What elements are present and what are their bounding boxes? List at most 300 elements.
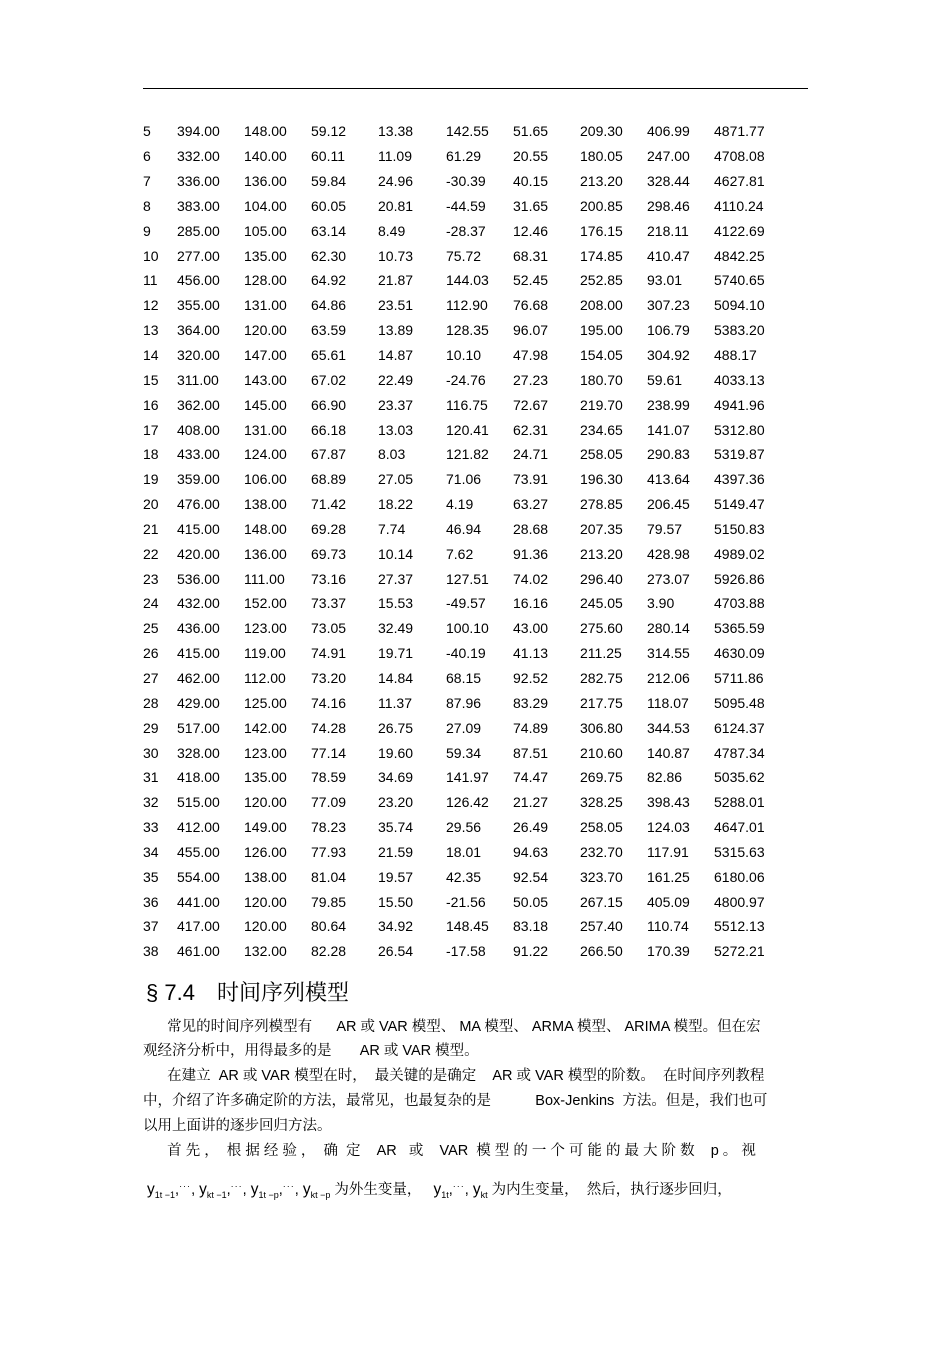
table-cell: 76.68 [513, 297, 549, 314]
table-cell: 66.90 [311, 396, 347, 413]
table-cell: 332.00 [177, 148, 220, 165]
table-cell: 124.00 [244, 446, 287, 463]
table-cell: 307.23 [647, 297, 690, 314]
table-cell: 21.59 [378, 843, 414, 860]
table-cell: 60.11 [311, 148, 345, 165]
table-cell: 277.00 [177, 247, 220, 264]
table-row [143, 343, 784, 368]
row-index-cell: 13 [143, 322, 159, 339]
table-cell: 5319.87 [714, 446, 765, 463]
table-cell: 554.00 [177, 868, 220, 885]
table-cell: 43.00 [513, 620, 549, 637]
table-cell: 110.74 [647, 918, 689, 935]
table-cell: 149.00 [244, 819, 287, 836]
row-index-cell: 32 [143, 794, 159, 811]
table-cell: 118.07 [647, 694, 689, 711]
table-cell: 128.35 [446, 322, 489, 339]
table-cell: 34.69 [378, 769, 414, 786]
table-cell: 106.00 [244, 471, 287, 488]
table-cell: 5711.86 [714, 669, 764, 686]
paragraph-line-2: 观经济分析中，用得最多的是 AR 或 VAR 模型。 [143, 1043, 479, 1059]
table-cell: 5383.20 [714, 322, 765, 339]
table-cell: 68.15 [446, 669, 482, 686]
row-index-cell: 27 [143, 669, 159, 686]
table-cell: 5512.13 [714, 918, 765, 935]
formula-var: y [199, 1181, 207, 1198]
table-cell: 120.41 [446, 421, 489, 438]
table-cell: 77.93 [311, 843, 347, 860]
formula-dots: ··· [230, 1181, 243, 1191]
table-cell: 83.18 [513, 918, 549, 935]
table-cell: 96.07 [513, 322, 549, 339]
table-cell: 210.60 [580, 744, 623, 761]
table-cell: 298.46 [647, 197, 690, 214]
table-cell: 52.45 [513, 272, 549, 289]
table-cell: 3.90 [647, 595, 675, 612]
table-cell: 27.05 [378, 471, 414, 488]
formula-dots: ··· [179, 1181, 192, 1191]
table-cell: 40.15 [513, 173, 549, 190]
table-cell: 141.97 [446, 769, 489, 786]
table-cell: 273.07 [647, 570, 690, 587]
table-cell: 180.70 [580, 371, 623, 388]
table-cell: 306.80 [580, 719, 623, 736]
paragraph-line-5: 以用上面讲的逐步回归方法。 [143, 1118, 332, 1134]
table-row [143, 939, 784, 964]
table-cell: -24.76 [446, 371, 486, 388]
row-index-cell: 9 [143, 222, 151, 239]
paragraph-line-1: 常见的时间序列模型有 AR 或 VAR 模型、 MA 模型、 ARMA 模型、 ARIMA 模型。但在宏 [143, 1019, 761, 1035]
formula-text: 为外生变量， [330, 1182, 434, 1198]
row-index-cell: 28 [143, 694, 159, 711]
table-cell: 136.00 [244, 173, 287, 190]
table-row [143, 218, 784, 243]
table-cell: 79.85 [311, 893, 347, 910]
table-cell: 71.06 [446, 471, 482, 488]
table-cell: 456.00 [177, 272, 220, 289]
table-cell: 21.87 [378, 272, 414, 289]
table-cell: 126.42 [446, 794, 489, 811]
table-cell: 413.64 [647, 471, 690, 488]
table-cell: 74.16 [311, 694, 347, 711]
table-row [143, 169, 784, 194]
table-cell: 417.00 [177, 918, 220, 935]
formula-dots: ··· [452, 1181, 465, 1191]
table-cell: 41.13 [513, 645, 549, 662]
table-cell: 91.22 [513, 943, 549, 960]
table-cell: -49.57 [446, 595, 486, 612]
table-cell: 93.01 [647, 272, 683, 289]
table-cell: 24.71 [513, 446, 549, 463]
table-cell: 32.49 [378, 620, 414, 637]
table-cell: 213.20 [580, 545, 623, 562]
formula-var: y [302, 1181, 311, 1198]
table-cell: 82.28 [311, 943, 347, 960]
table-row [143, 442, 784, 467]
table-cell: 394.00 [177, 123, 220, 140]
table-cell: -44.59 [446, 197, 486, 214]
table-cell: 123.00 [244, 620, 287, 637]
table-cell: 80.64 [311, 918, 347, 935]
formula-text: 为内生变量， 然后，执行逐步回归， [487, 1182, 732, 1198]
table-cell: 74.47 [513, 769, 549, 786]
table-cell: 5095.48 [714, 694, 765, 711]
table-cell: 4989.02 [714, 545, 765, 562]
table-cell: 328.44 [647, 173, 690, 190]
table-row [143, 765, 784, 790]
table-cell: 5312.80 [714, 421, 765, 438]
table-cell: 120.00 [244, 322, 287, 339]
table-cell: 247.00 [647, 148, 690, 165]
table-row [143, 144, 784, 169]
formula-subscript: kt −p [310, 1190, 331, 1200]
table-cell: 344.53 [647, 719, 690, 736]
table-cell: 328.25 [580, 794, 623, 811]
table-cell: 252.85 [580, 272, 623, 289]
table-cell: 64.86 [311, 297, 347, 314]
table-cell: 161.25 [647, 868, 690, 885]
table-cell: 120.00 [244, 918, 287, 935]
table-cell: 415.00 [177, 520, 220, 537]
header-rule [143, 88, 808, 89]
table-cell: 207.35 [580, 520, 623, 537]
table-row [143, 715, 784, 740]
table-cell: 20.55 [513, 148, 549, 165]
row-index-cell: 19 [143, 471, 159, 488]
table-cell: 4941.96 [714, 396, 765, 413]
row-index-cell: 18 [143, 446, 159, 463]
row-index-cell: 25 [143, 620, 159, 637]
row-index-cell: 7 [143, 173, 151, 190]
table-cell: 59.84 [311, 173, 347, 190]
table-cell: 4871.77 [714, 123, 765, 140]
table-row [143, 641, 784, 666]
table-cell: 320.00 [177, 347, 220, 364]
table-cell: 50.05 [513, 893, 549, 910]
table-cell: 362.00 [177, 396, 220, 413]
table-cell: 285.00 [177, 222, 220, 239]
formula-subscript: 1t −1 [154, 1190, 176, 1200]
table-cell: 26.75 [378, 719, 414, 736]
table-cell: 28.68 [513, 520, 549, 537]
table-row [143, 616, 784, 641]
table-cell: 21.27 [513, 794, 549, 811]
table-row [143, 194, 784, 219]
row-index-cell: 24 [143, 595, 159, 612]
table-cell: 336.00 [177, 173, 220, 190]
table-cell: 4397.36 [714, 471, 765, 488]
table-cell: 4800.97 [714, 893, 765, 910]
table-row [143, 790, 784, 815]
table-cell: 5035.62 [714, 769, 765, 786]
row-index-cell: 23 [143, 570, 159, 587]
formula-line: $y_{1t -1},^{\cdot\cdot\cdot}$, $y_{kt -1},^{\cdot\cdot\cdot}$, $y_{1t -p},^{\cdot\cdot\cdot}$, $y_{kt -p}$ 为外生变量， $y_{1t},^{\cdot\cdot\cdot}$, $y_{kt}$ 为内生变量， 然后，执行逐步回归， [147, 1181, 732, 1200]
table-cell: 234.65 [580, 421, 623, 438]
table-cell: 218.11 [647, 222, 689, 239]
table-cell: 257.40 [580, 918, 623, 935]
formula-var: y [472, 1181, 481, 1198]
row-index-cell: 31 [143, 769, 159, 786]
table-cell: 364.00 [177, 322, 220, 339]
table-cell: 441.00 [177, 893, 220, 910]
table-cell: 143.00 [244, 371, 287, 388]
table-cell: 79.57 [647, 520, 683, 537]
table-cell: 355.00 [177, 297, 220, 314]
table-cell: 138.00 [244, 868, 287, 885]
table-cell: 148.00 [244, 520, 287, 537]
table-cell: 462.00 [177, 669, 220, 686]
table-cell: 5149.47 [714, 496, 765, 513]
table-cell: 4627.81 [714, 173, 765, 190]
table-cell: 104.00 [244, 197, 287, 214]
table-cell: 74.89 [513, 719, 549, 736]
table-cell: 211.25 [580, 645, 622, 662]
table-cell: 128.00 [244, 272, 287, 289]
table-cell: 13.03 [378, 421, 414, 438]
table-cell: 408.00 [177, 421, 220, 438]
table-row [143, 566, 784, 591]
table-cell: 73.37 [311, 595, 347, 612]
table-cell: 280.14 [647, 620, 690, 637]
table-cell: 78.23 [311, 819, 347, 836]
table-cell: 11.37 [378, 694, 412, 711]
table-cell: 20.81 [378, 197, 414, 214]
table-cell: 420.00 [177, 545, 220, 562]
table-row [143, 591, 784, 616]
table-cell: 13.38 [378, 123, 414, 140]
table-cell: 15.50 [378, 893, 414, 910]
row-index-cell: 37 [143, 918, 159, 935]
table-cell: 126.00 [244, 843, 287, 860]
table-cell: 4787.34 [714, 744, 765, 761]
table-cell: 304.92 [647, 347, 690, 364]
formula-subscript: 1t [441, 1190, 449, 1200]
table-row [143, 690, 784, 715]
table-cell: 406.99 [647, 123, 690, 140]
table-cell: 5365.59 [714, 620, 765, 637]
table-row [143, 243, 784, 268]
table-cell: 180.05 [580, 148, 623, 165]
table-cell: 269.75 [580, 769, 623, 786]
table-cell: 8.49 [378, 222, 406, 239]
table-cell: 432.00 [177, 595, 220, 612]
formula-subscript: kt [480, 1190, 488, 1200]
table-cell: 455.00 [177, 843, 220, 860]
data-table-body [143, 119, 784, 964]
table-cell: 66.18 [311, 421, 347, 438]
table-cell: 278.85 [580, 496, 623, 513]
table-cell: 5272.21 [714, 943, 765, 960]
row-index-cell: 22 [143, 545, 159, 562]
table-cell: 429.00 [177, 694, 220, 711]
table-cell: 123.00 [244, 744, 287, 761]
row-index-cell: 35 [143, 868, 159, 885]
table-cell: 105.00 [244, 222, 287, 239]
table-cell: 10.73 [378, 247, 414, 264]
table-cell: 26.49 [513, 819, 549, 836]
table-cell: 8.03 [378, 446, 406, 463]
table-cell: 16.16 [513, 595, 549, 612]
table-cell: 5150.83 [714, 520, 765, 537]
table-cell: 68.31 [513, 247, 549, 264]
table-cell: 195.00 [580, 322, 623, 339]
table-cell: 94.63 [513, 843, 549, 860]
row-index-cell: 5 [143, 123, 151, 140]
table-cell: 18.01 [446, 843, 482, 860]
table-cell: -17.58 [446, 943, 486, 960]
row-index-cell: 33 [143, 819, 159, 836]
table-row [143, 492, 784, 517]
row-index-cell: 21 [143, 520, 159, 537]
table-cell: 73.16 [311, 570, 347, 587]
table-cell: -30.39 [446, 173, 486, 190]
table-cell: 398.43 [647, 794, 690, 811]
table-row [143, 467, 784, 492]
table-cell: 12.46 [513, 222, 549, 239]
table-cell: 206.45 [647, 496, 690, 513]
table-cell: 5094.10 [714, 297, 765, 314]
table-cell: 213.20 [580, 173, 623, 190]
table-cell: 135.00 [244, 247, 287, 264]
table-cell: 208.00 [580, 297, 623, 314]
table-cell: 296.40 [580, 570, 623, 587]
table-cell: 5740.65 [714, 272, 765, 289]
table-cell: 209.30 [580, 123, 623, 140]
table-row [143, 268, 784, 293]
table-cell: 6180.06 [714, 868, 765, 885]
row-index-cell: 14 [143, 347, 159, 364]
table-cell: 142.00 [244, 719, 287, 736]
table-cell: 266.50 [580, 943, 623, 960]
table-row [143, 815, 784, 840]
table-row [143, 392, 784, 417]
table-cell: 176.15 [580, 222, 623, 239]
table-cell: 138.00 [244, 496, 287, 513]
table-cell: 314.55 [647, 645, 690, 662]
table-cell: 428.98 [647, 545, 690, 562]
paragraph-line-4: 中，介绍了许多确定阶的方法，最常见，也最复杂的是 Box-Jenkins 方法。但是，我们也可 [143, 1093, 768, 1109]
table-cell: 67.02 [311, 371, 347, 388]
table-cell: 27.23 [513, 371, 549, 388]
table-cell: 328.00 [177, 744, 220, 761]
table-cell: 147.00 [244, 347, 287, 364]
table-cell: 4033.13 [714, 371, 765, 388]
table-cell: 81.04 [311, 868, 347, 885]
table-cell: 415.00 [177, 645, 220, 662]
table-cell: 18.22 [378, 496, 414, 513]
table-cell: 140.87 [647, 744, 690, 761]
table-cell: 112.00 [244, 669, 286, 686]
table-cell: 23.51 [378, 297, 414, 314]
section-heading [146, 976, 349, 1007]
row-index-cell: 11 [143, 272, 158, 289]
table-row [143, 318, 784, 343]
table-cell: 359.00 [177, 471, 220, 488]
table-cell: 412.00 [177, 819, 220, 836]
table-cell: 78.59 [311, 769, 347, 786]
table-cell: 200.85 [580, 197, 623, 214]
table-cell: 63.14 [311, 222, 347, 239]
table-cell: 383.00 [177, 197, 220, 214]
table-cell: 148.00 [244, 123, 287, 140]
table-cell: 74.28 [311, 719, 347, 736]
table-cell: 100.10 [446, 620, 489, 637]
table-cell: 62.31 [513, 421, 549, 438]
table-cell: 11.09 [378, 148, 412, 165]
row-index-cell: 29 [143, 719, 159, 736]
table-row [143, 541, 784, 566]
table-cell: 232.70 [580, 843, 623, 860]
table-cell: 125.00 [244, 694, 287, 711]
table-cell: 132.00 [244, 943, 287, 960]
formula-dots: ··· [282, 1181, 295, 1191]
table-cell: 405.09 [647, 893, 690, 910]
table-cell: 87.51 [513, 744, 549, 761]
table-cell: 152.00 [244, 595, 287, 612]
row-index-cell: 38 [143, 943, 159, 960]
table-cell: 10.10 [446, 347, 482, 364]
table-cell: 62.30 [311, 247, 347, 264]
table-cell: 282.75 [580, 669, 623, 686]
table-row [143, 864, 784, 889]
table-cell: 154.05 [580, 347, 623, 364]
table-cell: 258.05 [580, 446, 623, 463]
row-index-cell: 36 [143, 893, 159, 910]
formula-subscript: 1t −p [258, 1190, 279, 1200]
table-cell: 196.30 [580, 471, 623, 488]
table-cell: 515.00 [177, 794, 220, 811]
table-cell: 67.87 [311, 446, 347, 463]
table-cell: 7.62 [446, 545, 474, 562]
table-cell: 26.54 [378, 943, 414, 960]
table-cell: 476.00 [177, 496, 220, 513]
table-cell: 111.00 [244, 570, 285, 587]
data-table [143, 119, 784, 964]
paragraph-line-3: 在建立 AR 或 VAR 模型在时， 最关键的是确定 AR 或 VAR 模型的阶数。 在时间序列教程 [143, 1068, 765, 1084]
table-cell: 27.09 [446, 719, 482, 736]
row-index-cell: 20 [143, 496, 159, 513]
table-cell: 323.70 [580, 868, 623, 885]
table-row [143, 740, 784, 765]
table-cell: 35.74 [378, 819, 414, 836]
table-cell: 536.00 [177, 570, 220, 587]
table-cell: 410.47 [647, 247, 690, 264]
table-cell: 69.73 [311, 545, 347, 562]
table-cell: 131.00 [244, 421, 287, 438]
table-cell: 92.52 [513, 669, 549, 686]
table-cell: 59.34 [446, 744, 482, 761]
table-cell: 121.82 [446, 446, 489, 463]
table-cell: 87.96 [446, 694, 482, 711]
table-cell: 4703.88 [714, 595, 765, 612]
formula-var: y [433, 1181, 442, 1198]
table-cell: 22.49 [378, 371, 414, 388]
table-cell: 14.84 [378, 669, 414, 686]
table-cell: 141.07 [647, 421, 690, 438]
table-cell: 60.05 [311, 197, 347, 214]
formula-var: y [147, 1181, 155, 1198]
table-cell: 119.00 [244, 645, 286, 662]
table-cell: 23.37 [378, 396, 414, 413]
table-cell: 148.45 [446, 918, 489, 935]
table-row [143, 119, 784, 144]
table-cell: 311.00 [177, 371, 219, 388]
table-cell: 433.00 [177, 446, 220, 463]
table-cell: 112.90 [446, 297, 488, 314]
table-row [143, 666, 784, 691]
table-cell: 19.60 [378, 744, 414, 761]
table-cell: 5288.01 [714, 794, 765, 811]
